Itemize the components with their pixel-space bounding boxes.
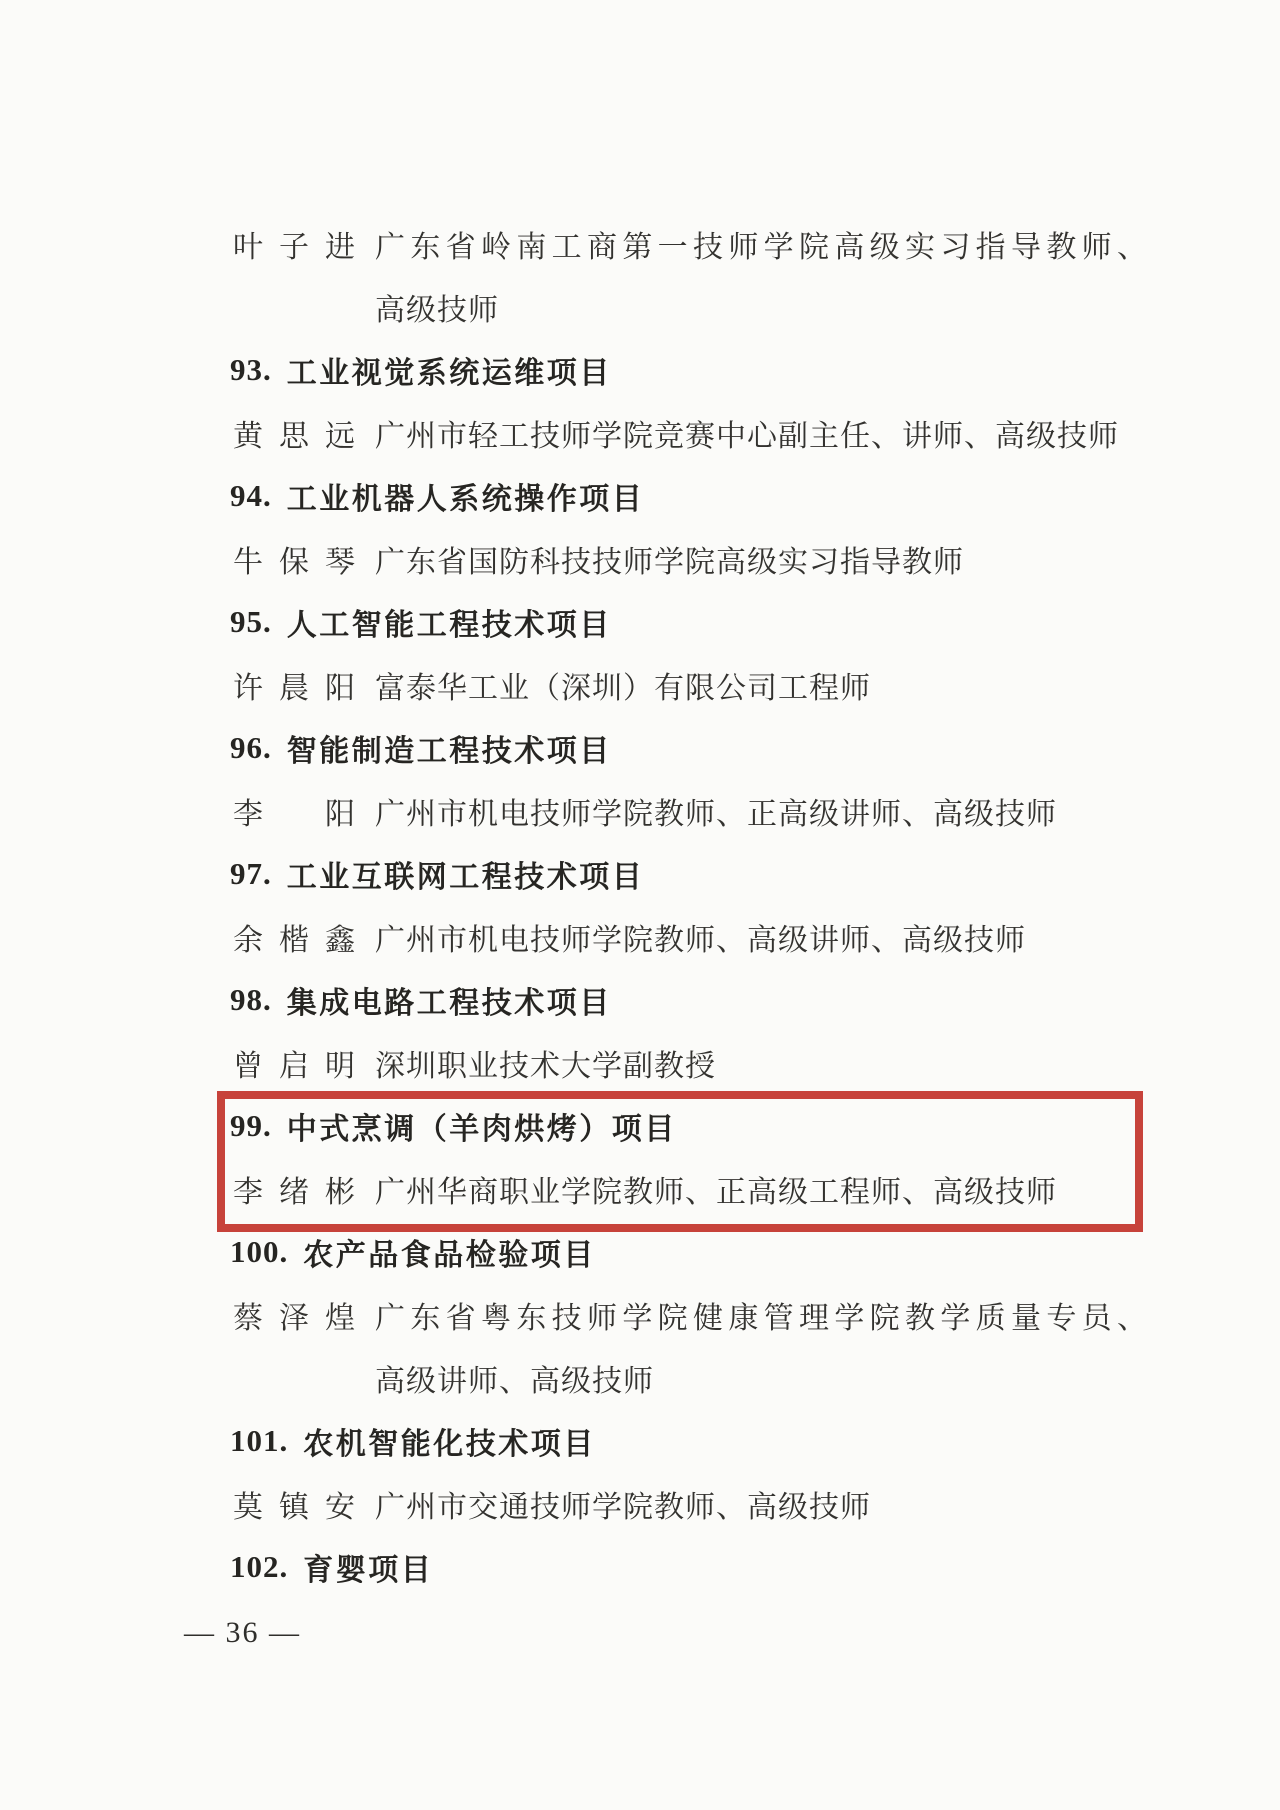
awardee-name: 黄思远 [233,419,355,453]
project-title: 育婴项目 [303,1553,434,1587]
awardee-affiliation: 富泰华工业（深圳）有限公司工程师 [375,671,871,705]
awardee-affiliation: 广东省岭南工商第一技师学院高级实习指导教师、 [375,230,1147,264]
awardee-row [0,779,1280,842]
project-title: 人工智能工程技术项目 [286,608,612,642]
project-heading-row [0,1094,1280,1157]
project-heading-row [0,464,1280,527]
project-heading-row [0,716,1280,779]
project-number: 97. [230,855,272,891]
awardee-name: 蔡泽煌 [233,1301,355,1335]
project-heading-row [0,338,1280,401]
awardee-affiliation: 广州华商职业学院教师、正高级工程师、高级技师 [375,1175,1057,1209]
project-number: 95. [230,603,272,639]
project-title: 中式烹调（羊肉烘烤）项目 [286,1112,677,1146]
awardee-name: 许晨阳 [233,671,355,705]
awardee-row [0,905,1280,968]
continuation-row [0,1346,1280,1409]
project-heading-row [0,1535,1280,1598]
awardee-affiliation: 广州市轻工技师学院竞赛中心副主任、讲师、高级技师 [375,419,1119,453]
project-title: 工业视觉系统运维项目 [286,356,612,390]
project-title: 工业机器人系统操作项目 [286,482,645,516]
awardee-name: 曾启明 [233,1049,355,1083]
awardee-row [0,527,1280,590]
awardee-row [0,1031,1280,1094]
project-number: 96. [230,729,272,765]
project-title: 集成电路工程技术项目 [286,986,612,1020]
project-heading-row [0,590,1280,653]
awardee-row [0,401,1280,464]
continuation-row [0,275,1280,338]
project-number: 100. [230,1233,289,1269]
project-heading-row [0,1409,1280,1472]
page-number: — 36 — [184,1616,301,1649]
awardee-name: 李绪彬 [233,1175,355,1209]
project-heading-row [0,842,1280,905]
project-title: 工业互联网工程技术项目 [286,860,645,894]
awardee-name: 叶子进 [233,230,355,264]
awardee-affiliation: 广州市机电技师学院教师、正高级讲师、高级技师 [375,797,1057,831]
project-number: 102. [230,1548,289,1584]
awardee-affiliation: 广州市机电技师学院教师、高级讲师、高级技师 [375,923,1026,957]
document-body [0,212,1280,1598]
project-title: 农机智能化技术项目 [303,1427,596,1461]
awardee-name: 莫镇安 [233,1490,355,1524]
awardee-name: 牛保琴 [233,545,355,579]
awardee-name: 余楷鑫 [233,923,355,957]
project-number: 93. [230,351,272,387]
project-heading-row [0,1220,1280,1283]
project-title: 智能制造工程技术项目 [286,734,612,768]
project-heading-row [0,968,1280,1031]
awardee-row [0,1157,1280,1220]
awardee-affiliation: 广东省国防科技技师学院高级实习指导教师 [375,545,964,579]
awardee-row [0,212,1280,275]
awardee-affiliation: 广东省粤东技师学院健康管理学院教学质量专员、 [375,1301,1147,1335]
awardee-affiliation: 深圳职业技术大学副教授 [375,1049,716,1083]
project-number: 99. [230,1107,272,1143]
continuation-text: 高级讲师、高级技师 [375,1364,654,1398]
project-number: 94. [230,477,272,513]
project-number: 101. [230,1422,289,1458]
project-title: 农产品食品检验项目 [303,1238,596,1272]
awardee-row [0,653,1280,716]
project-number: 98. [230,981,272,1017]
awardee-name: 李 阳 [233,797,355,831]
awardee-row [0,1472,1280,1535]
awardee-row [0,1283,1280,1346]
awardee-affiliation: 广州市交通技师学院教师、高级技师 [375,1490,871,1524]
continuation-text: 高级技师 [375,293,499,327]
